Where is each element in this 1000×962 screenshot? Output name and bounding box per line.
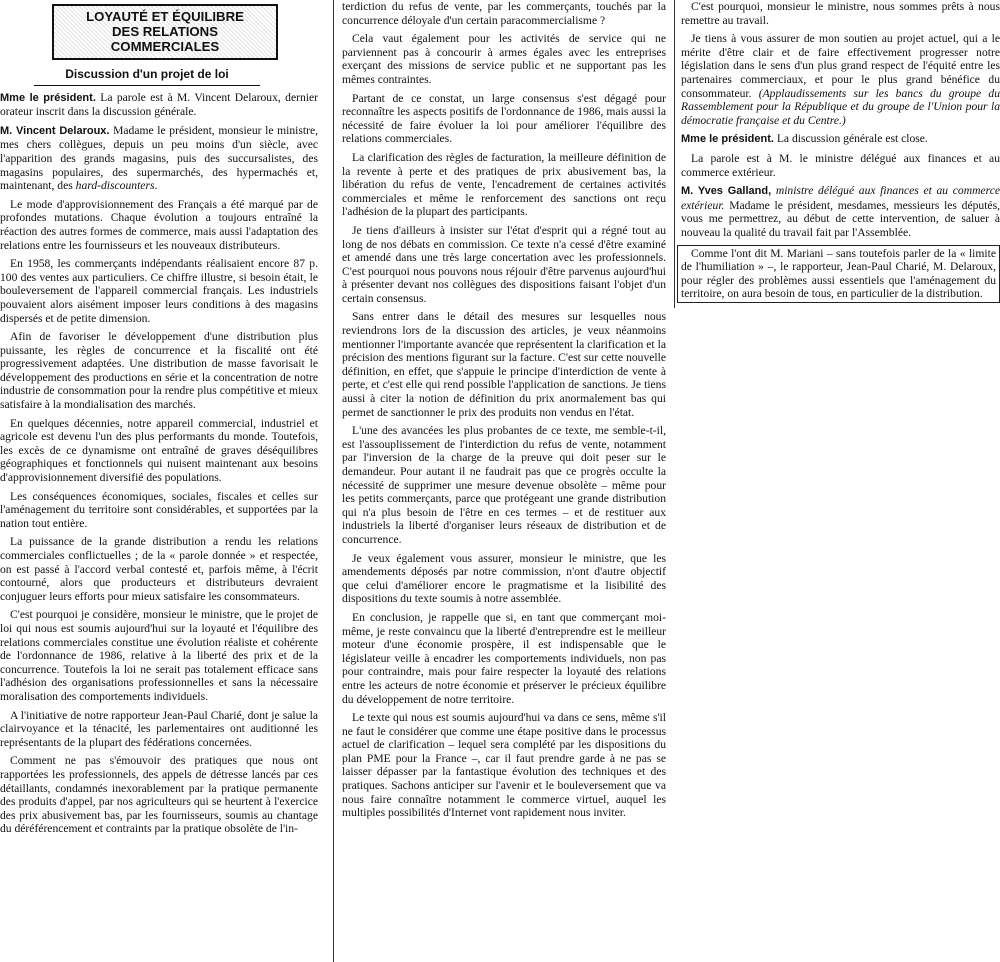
column-1-text (0, 91, 318, 836)
article-subtitle: Discussion d'un projet de loi (34, 68, 260, 86)
paragraph-text: C'est pourquoi, monsieur le ministre, nous sommes prêts à nous remettre au travail. (681, 0, 1000, 27)
paragraph-text: Cela vaut également pour les activités de service qui ne parviennent pas à concourir à armes égales avec les entreprises exerçant des missions de service public et ne supportant pas les mêmes contraintes. (342, 32, 666, 86)
paragraph-text: A l'initiative de notre rapporteur Jean-Paul Charié, dont je salue la clairvoyance et la ténacité, les parlementaires ont auditionné les représentants de la plupart des fédérations concernées. (0, 708, 318, 749)
speaker-name: Mme le président. (0, 91, 96, 104)
paragraph-text: terdiction du refus de vente, par les commerçants, touchés par la concurrence déloyale d'un certain paracommercialisme ? (342, 0, 666, 27)
paragraph (0, 535, 318, 603)
paragraph-text: Je tiens à vous assurer de mon soutien au projet actuel, qui a le mérite d'être clair et de faire effectivement progresser notre législation dans le sens d'un plus grand respect de l'équité entre les partenaires commerciaux, et pour le plus grand bénéfice du consommateur. (681, 32, 1000, 100)
paragraph-text: La discussion générale est close. (773, 132, 928, 146)
paragraph (342, 92, 666, 146)
paragraph (342, 424, 666, 546)
paragraph-text: En 1958, les commerçants indépendants réalisaient encore 87 p. 100 des ventes aux particuliers. Ce chiffre illustre, si besoin était, le bouleversement de l'appareil commercial français. Les industriels pouvaient alors aisément imposer leurs conditions à des magasins dispersés et de petite dimension. (0, 257, 318, 325)
paragraph (342, 224, 666, 306)
paragraph-text: Le texte qui nous est soumis aujourd'hui va dans ce sens, même s'il ne faut le considérer que comme une étape positive dans le processus actuel de clarification – lequel sera complété par les dispositions du plan PME pour la France –, car il faut prendre garde à ne pas se laisser dépasser par la fantastique évolution des techniques et des pratiques. Sachons anticiper sur l'avenir et le bouleversement que va nous faire connaître notamment le commerce virtuel, auquel les multiples possibilités d'Internet vont rapidement nous inviter. (342, 711, 666, 820)
italic-text: hard-discounters (75, 179, 155, 193)
title-line-1: LOYAUTÉ ET ÉQUILIBRE (86, 9, 244, 24)
paragraph-text: Le mode d'approvisionnement des Français a été marqué par de profondes mutations. Chaque évolution a toujours entraîné la réaction des autres formes de commerce, mais aussi l'adaptation des relations entre les fournisseurs et les nouveaux distributeurs. (0, 197, 318, 252)
paragraph-text: Je tiens d'ailleurs à insister sur l'état d'esprit qui a régné tout au long de nos débats en commission. Ce texte n'a cessé d'être examiné et amendé dans une très large concertation avec les professionnels. C'est pourquoi nous pouvons nous réjouir d'être parvenus aujourd'hui à présenter devant nos collègues des dispositions faisant l'objet d'un certain consensus. (342, 223, 666, 305)
paragraph (342, 552, 666, 606)
article-title (52, 4, 278, 60)
paragraph (681, 184, 1000, 239)
paragraph (0, 754, 318, 836)
paragraph-text: Comme l'ont dit M. Mariani – sans toutefois parler de la « limite de l'humiliation » –, le rapporteur, Jean-Paul Charié, M. Delaroux, pour régler des problèmes aussi essentiels que l'aménagement du territoire, on aura besoin de tous, en particulier de la distribution. (681, 246, 996, 301)
column-2-text (342, 0, 666, 820)
paragraph (681, 132, 1000, 147)
paragraph (0, 709, 318, 750)
paragraph (0, 124, 318, 193)
italic-text: (Applaudissements sur les bancs du groupe du Rassemblement pour la République et du groupe de l'Union pour la démocratie française et du Centre.) (681, 86, 1000, 127)
paragraph (342, 310, 666, 419)
paragraph (342, 151, 666, 219)
speaker-name: Mme le président. (681, 133, 774, 146)
column-3-text (681, 0, 1000, 303)
column-2 (333, 0, 666, 962)
speaker-name: M. Yves Galland, (681, 185, 772, 198)
paragraph (0, 257, 318, 325)
paragraph-text: Partant de ce constat, un large consensus s'est dégagé pour reconnaître les aspects positifs de l'ordonnance de 1986, mais aussi la nécessité de faire évoluer la loi pour améliorer l'équilibre des relations commerciales. (342, 91, 666, 146)
paragraph-text: La parole est à M. le ministre délégué aux finances et au commerce extérieur. (681, 151, 1000, 179)
paragraph (342, 611, 666, 706)
paragraph (681, 32, 1000, 127)
paragraph-text: C'est pourquoi je considère, monsieur le ministre, que le projet de loi qui nous est soumis aujourd'hui sur la loyauté et l'équilibre des relations commerciales constitue une évolution réaliste et cohérente de l'ordonnance de 1986, relative à la liberté des prix et de la concurrence. Toutefois la loi ne serait pas totalement efficace sans l'adhésion des organisations professionnelles et sans la nécessaire moralisation des comportements individuels. (0, 608, 318, 703)
paragraph (0, 330, 318, 412)
paragraph (0, 608, 318, 703)
paragraph-text: Comment ne pas s'émouvoir des pratiques que nous ont rapportées les professionnels, des appels de détresse lancés par ces détaillants, condamnés inexorablement par la pratique permanente des produits d'appel, par nos agriculteurs qui se heurtent à l'exercice des prix abusivement bas, par les fournisseurs, soumis au chantage du déréférencement et contraints par la pratique obsolète de l'in- (0, 754, 318, 836)
speaker-title: ministre délégué aux finances et au commerce extérieur. (681, 184, 1000, 212)
paragraph-text: La puissance de la grande distribution a rendu les relations commerciales conflictuelles ; de la « parole donnée » et respectée, on est passé à l'accord verbal contesté et, parfois même, à l'écrit contourné, alors que producteurs et distributeurs devraient conjuguer leurs efforts pour mieux satisfaire les consommateurs. (0, 535, 318, 603)
paragraph-text: Afin de favoriser le développement d'une distribution plus puissante, les règles de concurrence et la fiscalité ont été progressivement adaptées. Une distribution de masse favorisait le développement des productions en série et la concentration de notre industrie de consommation pour la rendre plus compétitive et mieux satisfaire à la mondialisation des marchés. (0, 330, 318, 412)
paragraph (342, 711, 666, 820)
paragraph-text: En quelques décennies, notre appareil commercial, industriel et agricole est devenu l'un des plus performants du monde. Toutefois, les excès de ce dynamisme ont entraîné de graves déséquilibres géographiques et fonctionnels qui nuisent maintenant aux besoins d'approvisionnement diversifié des populations. (0, 416, 318, 485)
paragraph-text: En conclusion, je rappelle que si, en tant que commerçant moi-même, je reste convaincu que la liberté d'entreprendre est le meilleur moteur d'une économie prospère, il est indispensable que le législateur veille à encadrer les comportements individuels, non pas pour contraindre, mais pour faire respecter la loyauté des relations entre les acteurs de notre économie et préserver le précieux équilibre du développement de notre territoire. (342, 610, 666, 706)
paragraph-text: Je veux également vous assurer, monsieur le ministre, que les amendements déposés par notre commission, n'ont d'autre objectif que celui d'améliorer encore le pragmatisme et la lisibilité des dispositions du texte soumis à notre assemblée. (342, 551, 666, 606)
paragraph (0, 91, 318, 119)
paragraph-text: Les conséquences économiques, sociales, fiscales et celles sur l'aménagement du territoire sont considérables, et supportées par la nation tout entière. (0, 489, 318, 530)
paragraph (681, 0, 1000, 27)
column-3 (674, 0, 1000, 308)
paragraph (342, 32, 666, 86)
paragraph (0, 490, 318, 531)
paragraph-text: Madame le président, mesdames, messieurs les députés, vous me permettrez, au début de cette intervention, de saluer à nouveau la qualité du travail fait par l'Assemblée. (681, 198, 1000, 239)
paragraph-text: La parole est à M. Vincent Delaroux, dernier orateur inscrit dans la discussion générale. (0, 90, 318, 119)
paragraph (0, 417, 318, 485)
paragraph-text: La clarification des règles de facturation, la meilleure définition de la revente à perte et des pratiques de prix abusivement bas, la libération du refus de vente, l'encadrement de certaines activités commerciales et même le renforcement des sanctions ont reçu l'adhésion de la plupart des participants. (342, 150, 666, 219)
title-line-2: DES RELATIONS COMMERCIALES (110, 24, 220, 54)
paragraph (0, 198, 318, 252)
column-1 (0, 0, 318, 841)
paragraph-text: Sans entrer dans le détail des mesures sur lesquelles nous reviendrons lors de la discussion des articles, je veux néanmoins mentionner l'importante avancée que représentent la clarification et la précision des mentions figurant sur la facture. C'est sur cette nouvelle définition, en effet, que s'appuie le principe d'interdiction de vente à perte, et c'est elle qui rend possible l'application de sanctions. Je tiens aussi à citer la notion de définition du prix anormalement bas qui permet de sanctionner le prix des produits non vendus en l'état. (342, 310, 666, 419)
paragraph-text: Madame le président, monsieur le ministre, mes chers collègues, depuis un peu moins d'un siècle, avec l'apparition des grands magasins, puis des succursalistes, des magasins populaires, des supermarchés, des hypermachés et, maintenant, des (0, 123, 318, 193)
paragraph-tail: . (154, 179, 158, 193)
paragraph (342, 0, 666, 27)
paragraph (677, 245, 1000, 303)
paragraph (681, 152, 1000, 179)
paragraph-text: L'une des avancées les plus probantes de ce texte, me semble-t-il, est l'assouplissement de l'interdiction du refus de vente, notamment par l'inversion de la charge de la preuve qui doit peser sur le demandeur. Pour autant il ne faudrait pas que ce progrès occulte la nécessité de supprimer une mesure devenue obsolète – même pour les petits commerçants, parce que protégeant une grande distribution qui n'a plus besoin de l'être en ces termes – et de restituer aux industriels la liberté d'organiser leurs réseaux de distribution et de concurrence. (342, 424, 666, 546)
speaker-name: M. Vincent Delaroux. (0, 124, 110, 137)
